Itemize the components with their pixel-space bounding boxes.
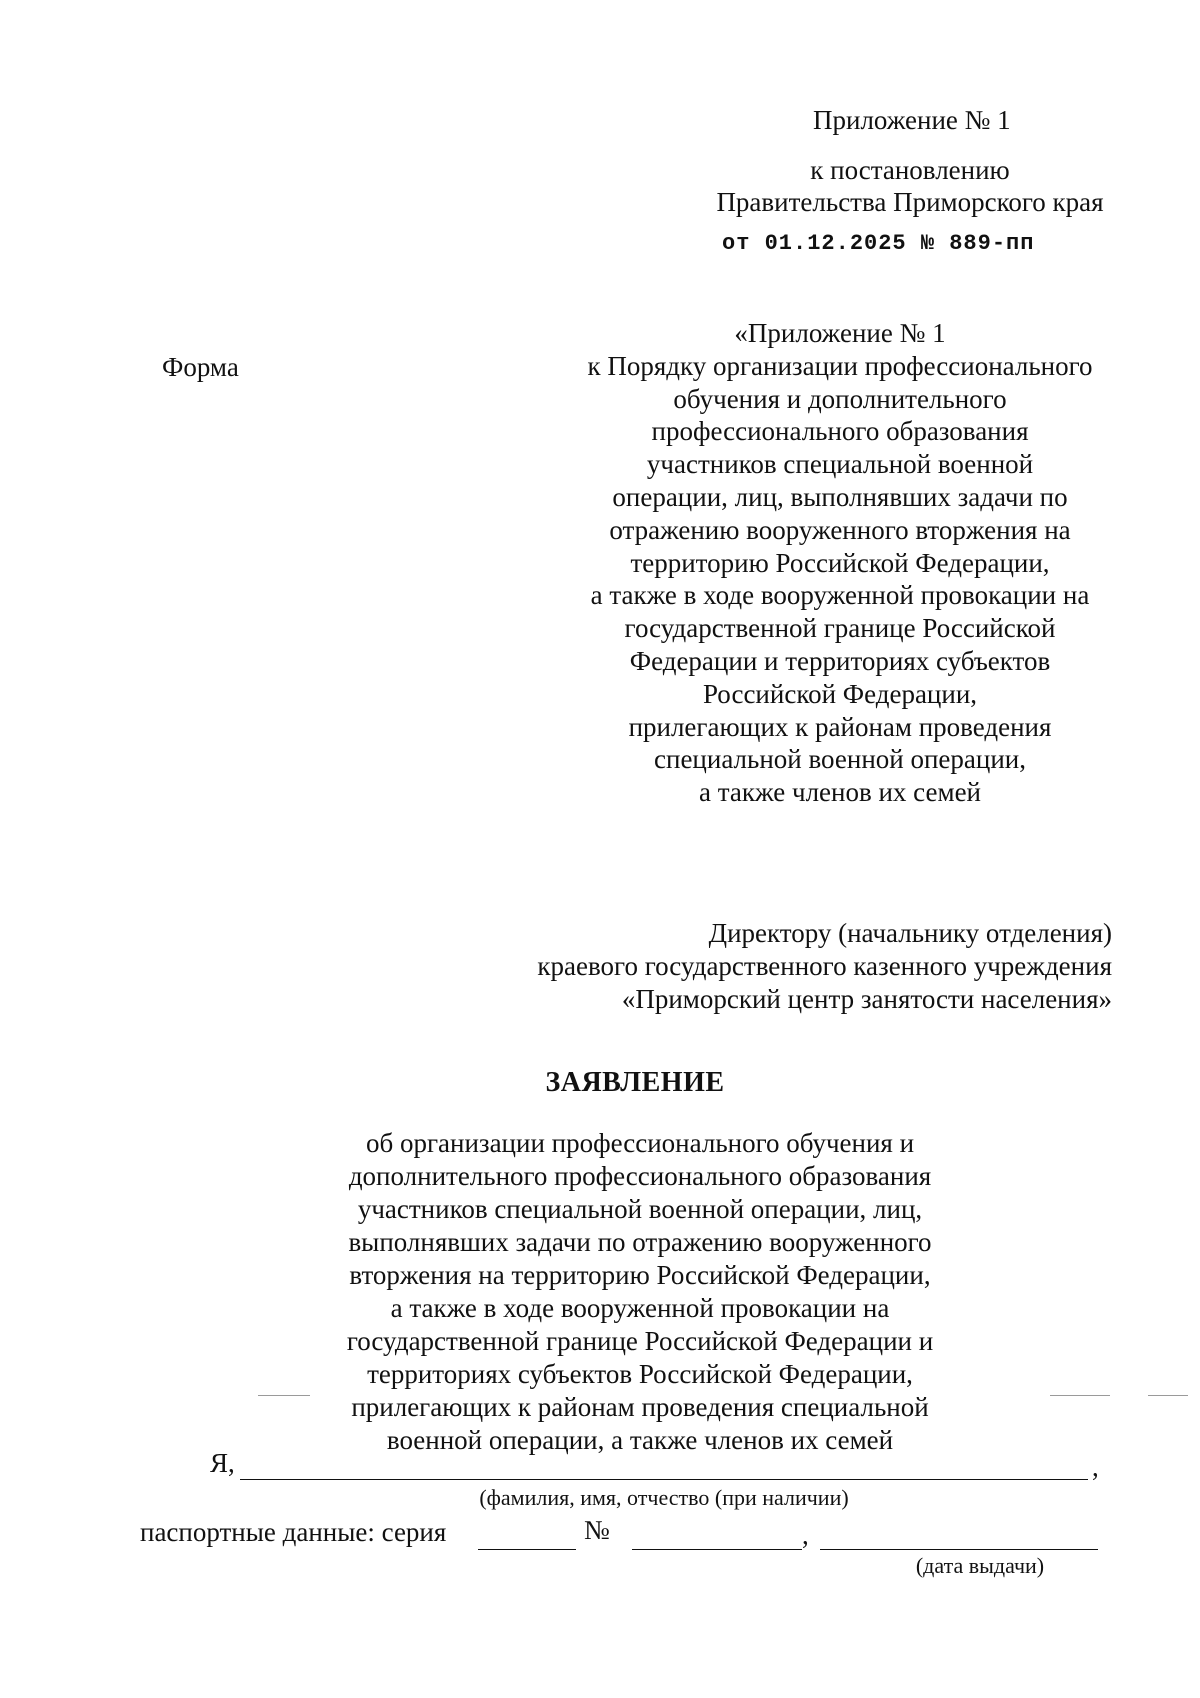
order-line: а также членов их семей — [699, 777, 981, 808]
resolution-line: Правительства Приморского края — [716, 187, 1104, 217]
order-line: отражению вооруженного вторжения на — [609, 514, 1071, 545]
subject-line: участников специальной военной операции, лиц, — [357, 1194, 923, 1224]
issue-date-hint: (дата выдачи) — [915, 1553, 1045, 1578]
order-line: операции, лиц, выполнявших задачи по — [612, 481, 1068, 512]
passport-issue-date-field[interactable] — [820, 1549, 1098, 1550]
order-reference — [560, 317, 1120, 809]
addressee-line: «Приморский центр занятости населения» — [621, 984, 1112, 1014]
application-subject — [300, 1127, 980, 1457]
resolution-date-number: от 01.12.2025 № 889-пп — [722, 231, 1035, 256]
order-line: Российской Федерации, — [702, 678, 978, 709]
order-line: «Приложение № 1 — [734, 318, 946, 348]
subject-line: вторжения на территорию Российской Федерации, — [349, 1260, 931, 1290]
passport-series-field[interactable] — [478, 1549, 576, 1550]
subject-line: выполнявших задачи по отражению вооруженного — [348, 1227, 932, 1257]
appendix-number: Приложение № 1 — [813, 105, 1011, 135]
applicant-name-field[interactable] — [240, 1479, 1088, 1480]
scan-artifact-line — [258, 1395, 310, 1396]
applicant-name-hint: (фамилия, имя, отчество (при наличии) — [479, 1485, 849, 1510]
order-line: к Порядку организации профессионального — [587, 350, 1093, 381]
subject-line: государственной границе Российской Федерации и — [346, 1326, 934, 1356]
applicant-prefix: Я, — [210, 1448, 235, 1478]
subject-line: об организации профессионального обучения и — [365, 1128, 915, 1158]
passport-label: паспортные данные: серия — [140, 1517, 447, 1547]
subject-line: территориях субъектов Российской Федерации, — [367, 1359, 913, 1389]
order-line: обучения и дополнительного — [673, 383, 1007, 414]
form-label: Форма — [162, 352, 239, 382]
subject-line: дополнительного профессионального образования — [348, 1161, 932, 1191]
appendix-header — [680, 104, 1120, 256]
order-line: Федерации и территориях субъектов — [629, 645, 1051, 676]
passport-number-field[interactable] — [632, 1549, 802, 1550]
resolution-reference — [680, 154, 1140, 218]
passport-number-label: № — [584, 1515, 610, 1545]
addressee-line: краевого государственного казенного учреждения — [537, 951, 1112, 981]
document-title: ЗАЯВЛЕНИЕ — [545, 1067, 725, 1098]
subject-line: прилегающих к районам проведения специальной — [351, 1392, 929, 1422]
addressee-line: Директору (начальнику отделения) — [708, 918, 1112, 948]
resolution-line: к постановлению — [810, 155, 1010, 185]
scan-artifact-line — [1050, 1395, 1110, 1396]
order-line: прилегающих к районам проведения — [628, 711, 1052, 742]
applicant-suffix: , — [1092, 1452, 1099, 1482]
subject-line: а также в ходе вооруженной провокации на — [390, 1293, 890, 1323]
order-line: территорию Российской Федерации, — [630, 547, 1050, 578]
scan-artifact-line — [1148, 1395, 1188, 1396]
passport-comma: , — [802, 1520, 809, 1550]
order-line: специальной военной операции, — [654, 744, 1026, 775]
subject-line: военной операции, а также членов их семей — [386, 1425, 894, 1455]
order-line: профессионального образования — [651, 416, 1029, 447]
order-line: государственной границе Российской — [624, 613, 1056, 644]
order-line: а также в ходе вооруженной провокации на — [590, 580, 1090, 611]
addressee-block — [537, 917, 1112, 1016]
order-line: участников специальной военной — [646, 449, 1034, 480]
